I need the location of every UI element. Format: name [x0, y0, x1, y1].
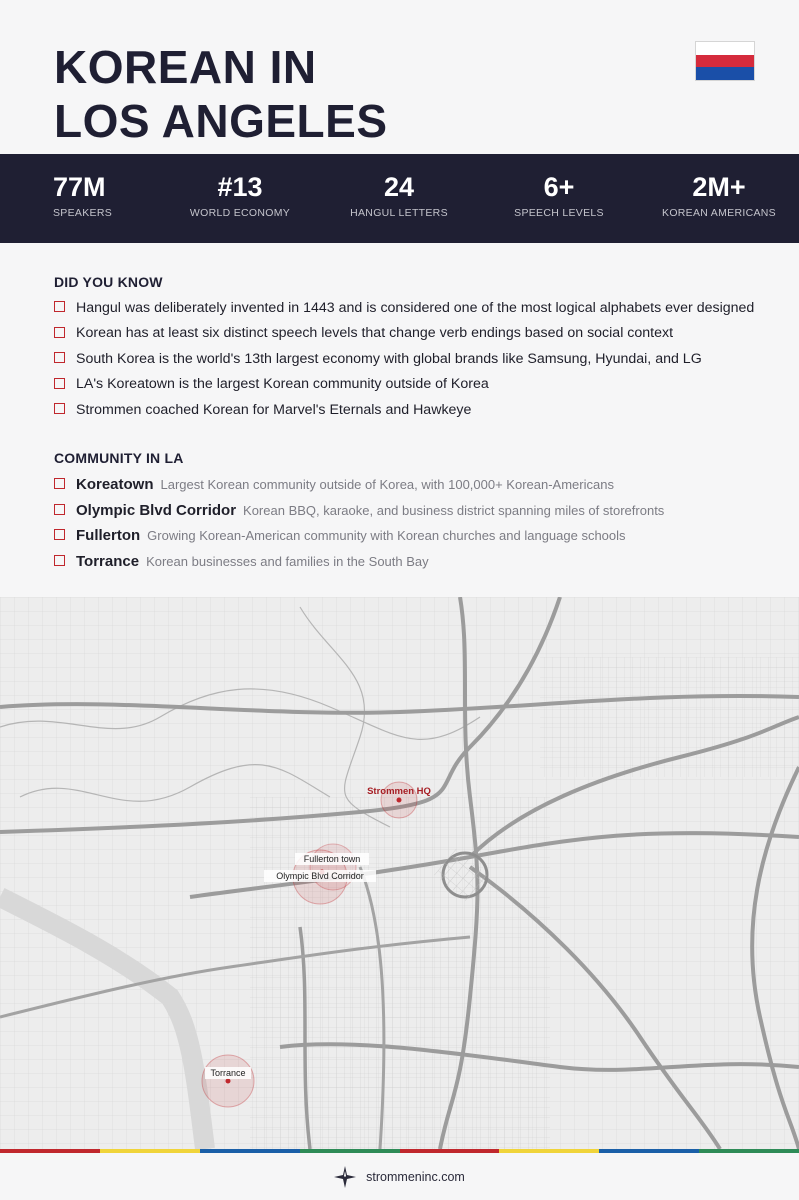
stat-value: #13: [217, 172, 263, 202]
stats-band: [0, 154, 799, 243]
community-desc: Korean businesses and families in the South Bay: [146, 553, 429, 569]
fullerton-map-label: Fullerton town: [303, 854, 361, 864]
stat-speech-levels: [479, 171, 639, 219]
list-item: [54, 397, 799, 423]
community-name: Torrance: [76, 552, 140, 570]
community-desc: Largest Korean community outside of Korea, with 100,000+ Korean-Americans: [160, 477, 614, 493]
flag-stripe-red: [696, 55, 754, 68]
stat-hangul-letters: [319, 171, 479, 219]
list-item: [54, 346, 799, 372]
stat-label: SPEECH LEVELS: [514, 207, 604, 219]
community-name: Koreatown: [76, 476, 154, 494]
list-item: [54, 523, 799, 549]
list-item: [54, 498, 799, 524]
checkbox-bullet-icon: [54, 478, 65, 489]
list-item: [54, 321, 799, 347]
hq-marker-dot: [397, 798, 402, 803]
fact-text: South Korea is the world's 13th largest economy with global brands like Samsung, Hyundai, and LG: [76, 350, 702, 367]
fact-text: LA's Koreatown is the largest Korean community outside of Korea: [76, 376, 489, 393]
list-item: [54, 295, 799, 321]
checkbox-bullet-icon: [54, 352, 65, 363]
map-canvas: [0, 597, 799, 1149]
page-title: [54, 40, 388, 148]
hq-map-label: Strommen HQ: [367, 786, 431, 797]
stat-value: 24: [383, 172, 415, 202]
community-list: [54, 472, 799, 574]
checkbox-bullet-icon: [54, 378, 65, 389]
list-item: [54, 472, 799, 498]
torrance-map-label: Torrance: [210, 1068, 246, 1078]
stat-korean-americans: [639, 171, 799, 219]
facts-list: [54, 295, 799, 423]
checkbox-bullet-icon: [54, 504, 65, 515]
list-item: [54, 372, 799, 398]
footer: [0, 1153, 799, 1200]
russia-flag-icon: [695, 41, 755, 81]
stat-label: HANGUL LETTERS: [350, 207, 448, 219]
checkbox-bullet-icon: [54, 555, 65, 566]
stat-world-economy: [160, 171, 320, 219]
checkbox-bullet-icon: [54, 529, 65, 540]
list-item: [54, 549, 799, 575]
torrance-marker-dot: [226, 1079, 231, 1084]
compass-star-icon: [334, 1166, 356, 1188]
olympic-marker-halo: [310, 844, 356, 890]
olympic-map-label: Olympic Blvd Corridor: [276, 871, 364, 881]
fact-text: Korean has at least six distinct speech levels that change verb endings based on social context: [76, 325, 674, 342]
flag-stripe-blue: [696, 67, 754, 80]
community-name: Fullerton: [76, 527, 141, 545]
website-link[interactable]: strommeninc.com: [366, 1169, 465, 1184]
fact-text: Strommen coached Korean for Marvel's Eternals and Hawkeye: [76, 401, 472, 418]
title-line-2: LOS ANGELES: [54, 95, 388, 147]
community-desc: Korean BBQ, karaoke, and business district spanning miles of storefronts: [243, 502, 665, 518]
community-desc: Growing Korean-American community with Korean churches and language schools: [147, 528, 626, 544]
stat-value: 2M+: [692, 172, 746, 202]
fact-text: Hangul was deliberately invented in 1443 and is considered one of the most logical alphabets ever designed: [76, 299, 755, 316]
checkbox-bullet-icon: [54, 403, 65, 414]
stat-label: WORLD ECONOMY: [189, 207, 291, 219]
title-line-1: KOREAN IN: [54, 41, 317, 93]
la-street-map: [0, 597, 799, 1149]
community-name: Olympic Blvd Corridor: [76, 501, 237, 519]
checkbox-bullet-icon: [54, 327, 65, 338]
stat-value: 77M: [53, 172, 106, 202]
community-heading: COMMUNITY IN LA: [54, 450, 184, 466]
stat-label: KOREAN AMERICANS: [662, 207, 776, 219]
flag-stripe-white: [696, 42, 754, 55]
checkbox-bullet-icon: [54, 301, 65, 312]
did-you-know-heading: DID YOU KNOW: [54, 274, 163, 290]
stat-value: 6+: [543, 172, 575, 202]
header: [0, 0, 799, 154]
stat-label: SPEAKERS: [53, 207, 113, 219]
